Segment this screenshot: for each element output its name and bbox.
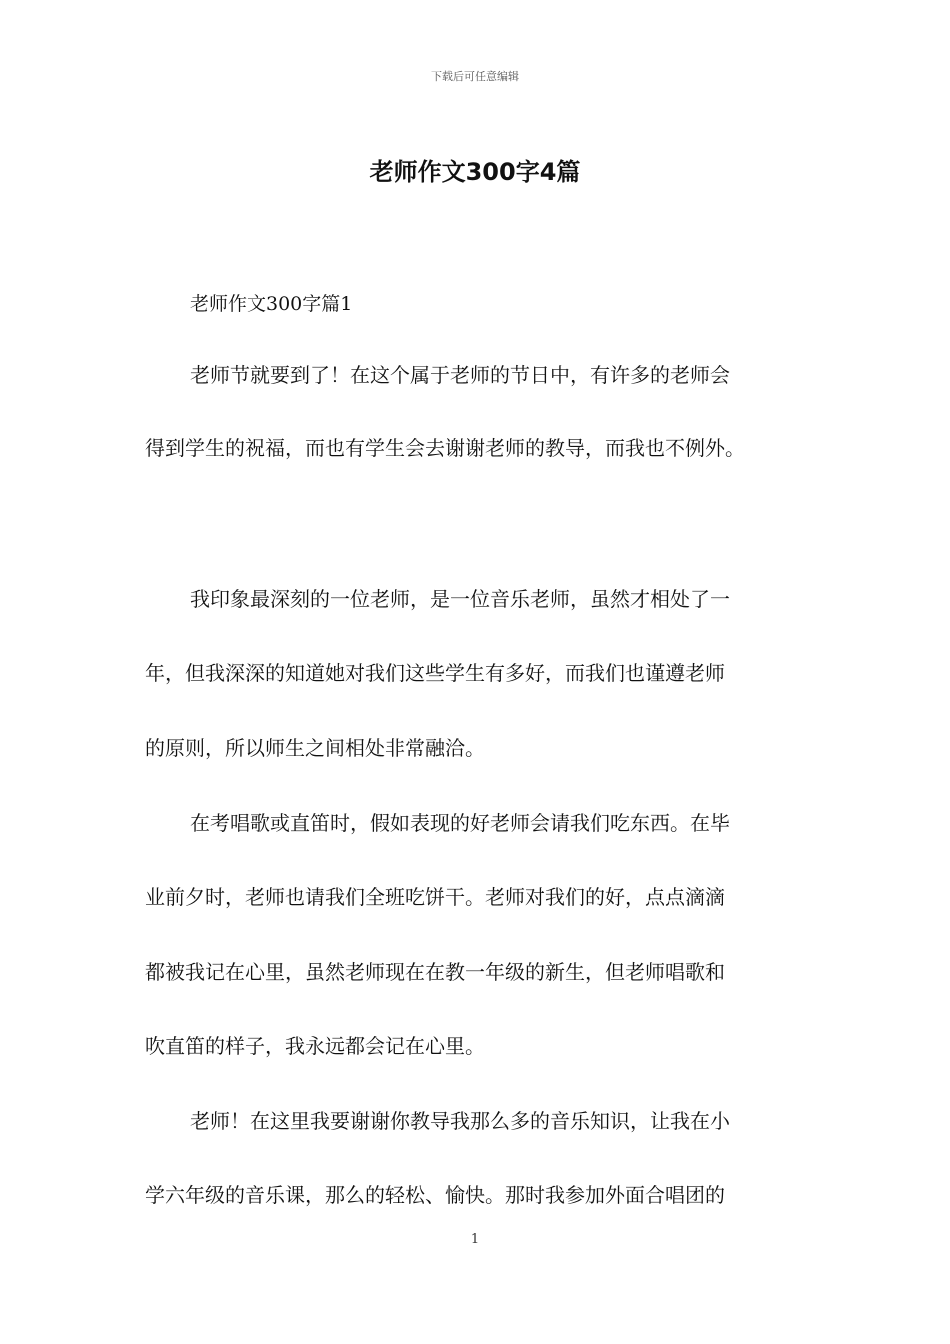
header-note: 下载后可任意编辑	[431, 70, 519, 83]
document-title: 老师作文300字4篇	[369, 158, 581, 186]
paragraph-line: 在考唱歌或直笛时，假如表现的好老师会请我们吃东西。在毕	[190, 811, 730, 835]
paragraph-line: 我印象最深刻的一位老师，是一位音乐老师，虽然才相处了一	[190, 587, 730, 611]
paragraph-line: 老师节就要到了！在这个属于老师的节日中，有许多的老师会	[190, 363, 730, 387]
paragraph-line: 的原则，所以师生之间相处非常融洽。	[145, 736, 485, 760]
paragraph-line: 都被我记在心里，虽然老师现在在教一年级的新生，但老师唱歌和	[145, 960, 725, 984]
section-heading: 老师作文300字篇1	[190, 293, 353, 315]
page-number: 1	[470, 1232, 480, 1247]
paragraph-line: 学六年级的音乐课，那么的轻松、愉快。那时我参加外面合唱团的	[145, 1183, 725, 1207]
paragraph-line: 年，但我深深的知道她对我们这些学生有多好，而我们也谨遵老师	[145, 661, 725, 685]
paragraph-line: 老师！在这里我要谢谢你教导我那么多的音乐知识，让我在小	[190, 1109, 730, 1133]
paragraph-line: 吹直笛的样子，我永远都会记在心里。	[145, 1034, 485, 1058]
paragraph-line: 得到学生的祝福，而也有学生会去谢谢老师的教导，而我也不例外。	[145, 436, 745, 460]
paragraph-line: 业前夕时，老师也请我们全班吃饼干。老师对我们的好，点点滴滴	[145, 885, 725, 909]
